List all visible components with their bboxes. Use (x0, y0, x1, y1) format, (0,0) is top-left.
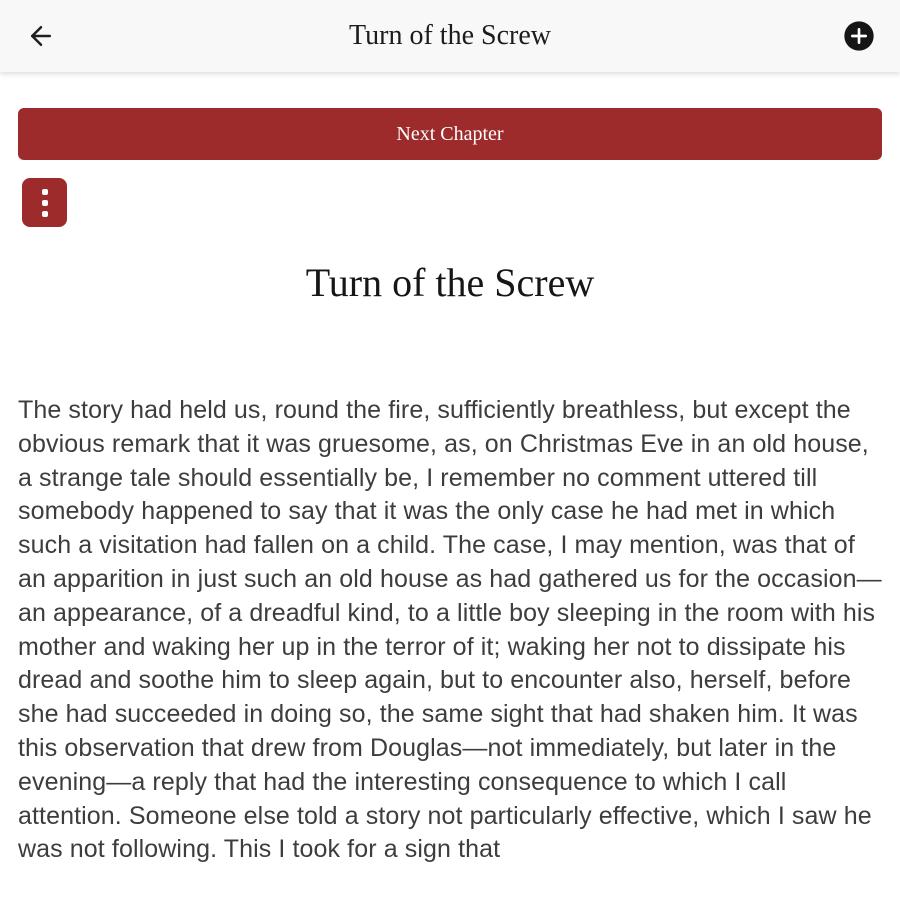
chapter-text: The story had held us, round the fire, sufficiently breathless, but except the obvious remark that it was gruesome, as, on Christmas Eve in an old house, a strange tale should essentially be, I remember no comment uttered till somebody happened to say that it was the only case he had met in which such a visitation had fallen on a child. The case, I may mention, was that of an apparition in just such an old house as had gathered us for the occasion—an appearance, of a dreadful kind, to a little boy sleeping in the room with his mother and waking her up in the terror of it; waking her not to dissipate his dread and soothe him to sleep again, but to encounter also, herself, before she had succeeded in doing so, the same sight that had shaken him. It was this observation that drew from Douglas—not immediately, but later in the evening—a reply that had the interesting consequence to which I call attention. Someone else told a story not particularly effective, which I saw he was not following. This I took for a sign that (18, 396, 882, 864)
plus-circle-icon (843, 20, 875, 52)
next-chapter-button[interactable]: Next Chapter (18, 108, 882, 160)
chapter-title: Turn of the Screw (305, 260, 595, 305)
back-button[interactable] (20, 15, 62, 57)
app-bar (0, 0, 900, 72)
menu-button[interactable] (22, 178, 67, 227)
vertical-ellipsis-icon (42, 189, 48, 217)
add-button[interactable] (838, 15, 880, 57)
reader-view (0, 108, 900, 867)
arrow-left-icon (24, 21, 58, 51)
app-title: Turn of the Screw (349, 20, 551, 51)
